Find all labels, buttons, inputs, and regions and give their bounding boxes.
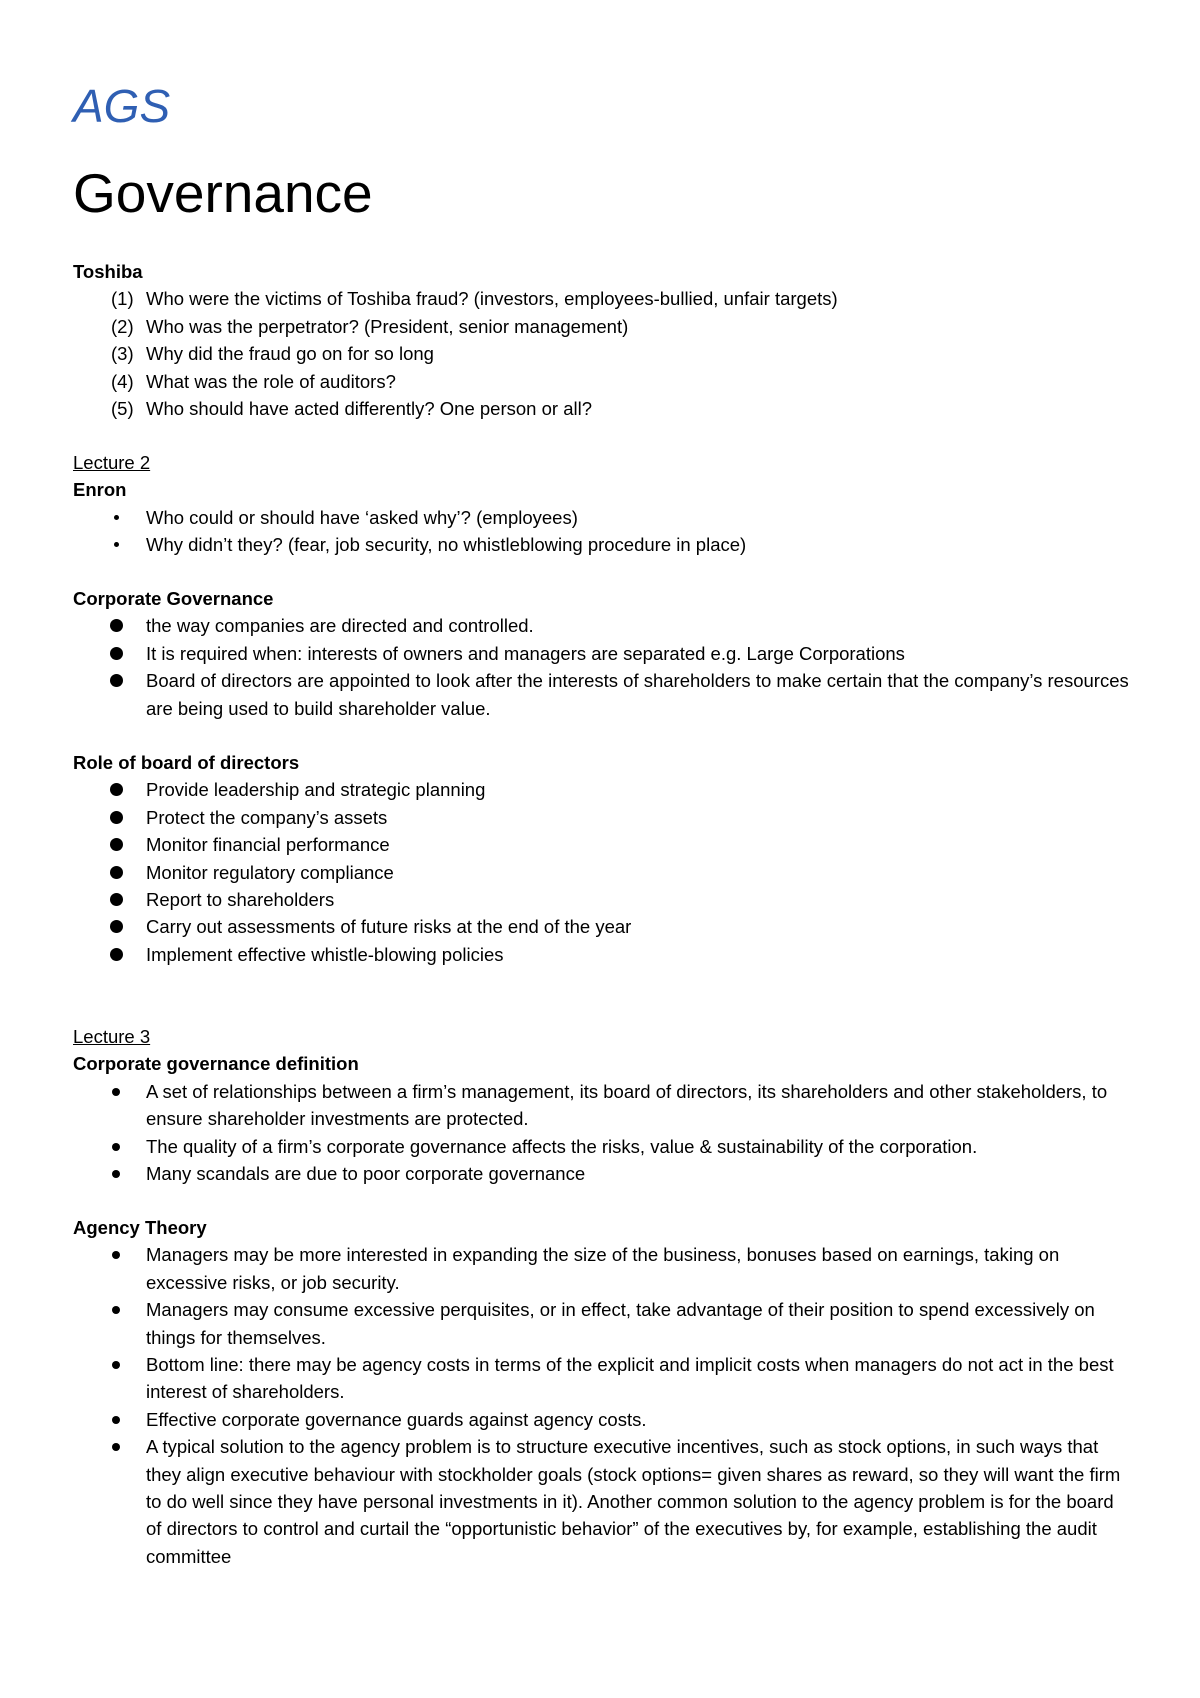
list-item: A typical solution to the agency problem is to structure executive incentives, such as stock options, in such ways that they align executive behaviour with stockholder goals (stock options= given shares as reward, so they will want the firm to do well since they have personal investments in it). Another common solution to the agency problem is for the board of directors to control and curtail the “opportunistic behavior” of the executives by, for example, establishing the audit committee <box>73 1433 1133 1570</box>
section-heading: Role of board of directors <box>73 752 300 773</box>
section-cg-definition <box>73 1023 1133 1187</box>
bullet-list <box>73 776 1133 968</box>
list-item: Bottom line: there may be agency costs in terms of the explicit and implicit costs when managers do not act in the best interest of shareholders. <box>73 1351 1133 1406</box>
list-item: Monitor regulatory compliance <box>73 859 1133 886</box>
list-item: Effective corporate governance guards against agency costs. <box>73 1406 1133 1433</box>
list-item: Protect the company’s assets <box>73 804 1133 831</box>
item-text: What was the role of auditors? <box>146 370 396 392</box>
list-item: Report to shareholders <box>73 886 1133 913</box>
list-item <box>73 395 1133 422</box>
list-item: A set of relationships between a firm’s management, its board of directors, its shareholders and other stakeholders, to ensure shareholder investments are protected. <box>73 1078 1133 1133</box>
item-text: Who were the victims of Toshiba fraud? (investors, employees-bullied, unfair targets) <box>146 288 838 310</box>
numbered-list <box>73 285 1133 422</box>
list-item: Implement effective whistle-blowing policies <box>73 941 1133 968</box>
section-heading: Agency Theory <box>73 1217 207 1238</box>
section-board-role <box>73 749 1133 968</box>
bullet-list <box>73 1241 1133 1570</box>
section-heading: Corporate Governance <box>73 588 274 609</box>
list-item: Carry out assessments of future risks at the end of the year <box>73 913 1133 940</box>
list-item: Many scandals are due to poor corporate governance <box>73 1160 1133 1187</box>
section-heading: Corporate governance definition <box>73 1053 359 1075</box>
lecture-label: Lecture 3 <box>73 1026 151 1047</box>
lecture-label: Lecture 2 <box>73 452 151 473</box>
section-toshiba <box>73 258 1133 422</box>
section-agency-theory <box>73 1214 1133 1570</box>
list-item: Managers may be more interested in expanding the size of the business, bonuses based on earnings, taking on excessive risks, or job security. <box>73 1241 1133 1296</box>
section-corporate-governance <box>73 585 1133 722</box>
section-heading: Enron <box>73 479 127 501</box>
list-item <box>73 368 1133 395</box>
list-item: It is required when: interests of owners and managers are separated e.g. Large Corporations <box>73 640 1133 667</box>
section-enron <box>73 449 1133 559</box>
item-text: Who was the perpetrator? (President, senior management) <box>146 315 629 337</box>
item-text: Why did the fraud go on for so long <box>146 343 434 365</box>
list-item: Board of directors are appointed to look after the interests of shareholders to make certain that the company’s resources are being used to build shareholder value. <box>73 667 1133 722</box>
list-item <box>73 313 1133 340</box>
item-text: Who should have acted differently? One person or all? <box>146 398 592 420</box>
list-item: Who could or should have ‘asked why’? (employees) <box>73 504 1133 531</box>
list-item: Managers may consume excessive perquisites, or in effect, take advantage of their position to spend excessively on things for themselves. <box>73 1296 1133 1351</box>
item-number: (3) <box>111 343 134 365</box>
list-item: the way companies are directed and controlled. <box>73 612 1133 639</box>
list-item: Monitor financial performance <box>73 831 1133 858</box>
item-number: (5) <box>111 398 134 420</box>
list-item: Provide leadership and strategic planning <box>73 776 1133 803</box>
list-item <box>73 340 1133 367</box>
bullet-list <box>73 612 1133 722</box>
item-number: (1) <box>111 288 134 310</box>
list-item: The quality of a firm’s corporate governance affects the risks, value & sustainability of the corporation. <box>73 1133 1133 1160</box>
item-number: (2) <box>111 315 134 337</box>
course-code: AGS <box>73 80 171 132</box>
page-title: Governance <box>73 162 373 224</box>
list-item <box>73 285 1133 312</box>
bullet-list <box>73 1078 1133 1188</box>
section-heading: Toshiba <box>73 261 143 282</box>
list-item: Why didn’t they? (fear, job security, no whistleblowing procedure in place) <box>73 531 1133 558</box>
bullet-list <box>73 504 1133 559</box>
item-number: (4) <box>111 370 134 392</box>
